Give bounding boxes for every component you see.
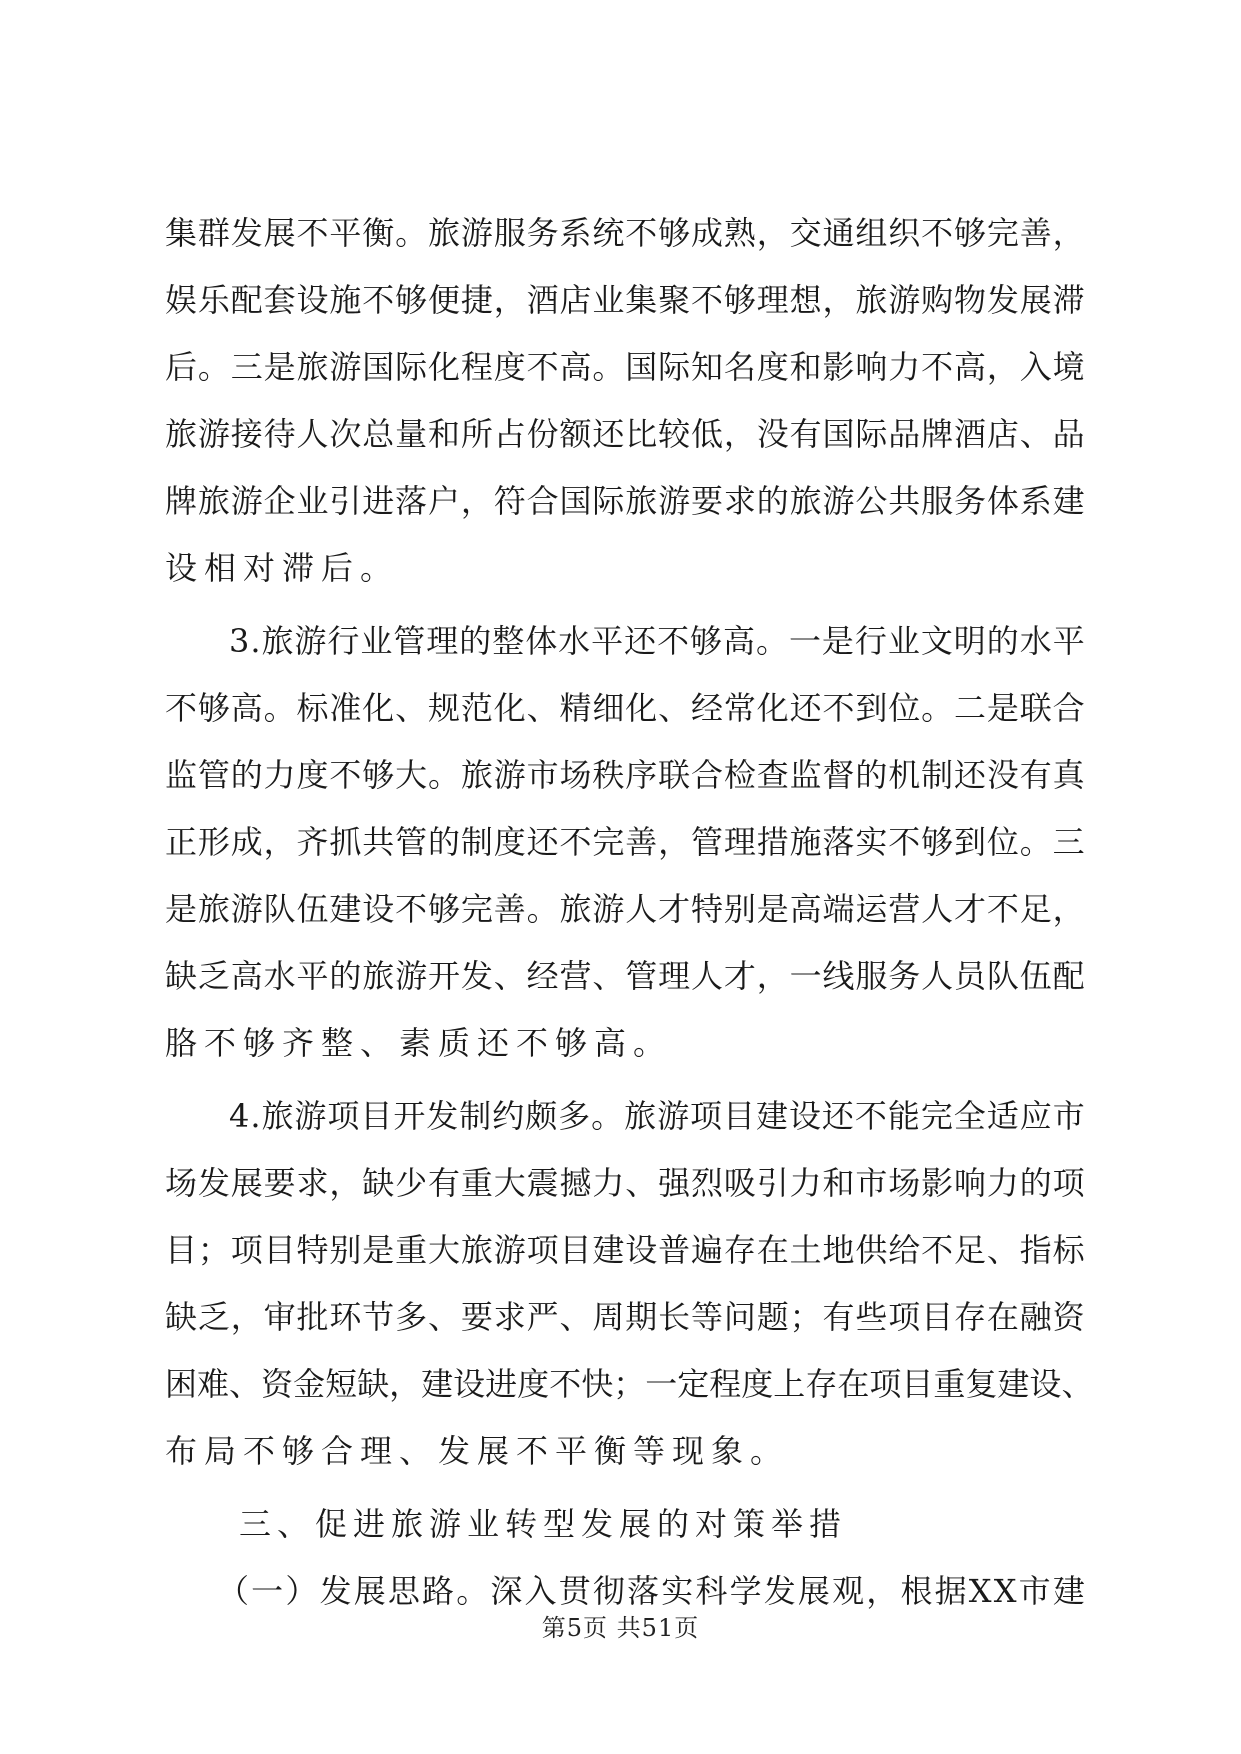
paragraph — [165, 608, 1085, 1077]
text-line: 设相对滞后。 — [165, 549, 400, 587]
text-line: 目 ； 项 目 特 别 是 重 大 旅 游 项 目 建 设 普 遍 存 在 土 地 供 给 不 足 、 指 标 — [165, 1231, 1085, 1269]
text-line: 胳不够齐整、素质还不够高。 — [165, 1024, 673, 1062]
text-line: 正 形 成 ， 齐 抓 共 管 的 制 度 还 不 完 善 ， 管 理 措 施 落 实 不 够 到 位 。 三 — [165, 823, 1085, 861]
text-line: 缺 乏 高 水 平 的 旅 游 开 发 、 经 营 、 管 理 人 才 ， 一 线 服 务 人 员 队 伍 配 — [165, 957, 1085, 995]
text-line: 娱 乐 配 套 设 施 不 够 便 捷 ， 酒 店 业 集 聚 不 够 理 想 ， 旅 游 购 物 发 展 滞 — [165, 281, 1085, 319]
text-line: 不 够 高 。 标 准 化 、 规 范 化 、 精 细 化 、 经 常 化 还 不 到 位 。 二 是 联 合 — [165, 689, 1085, 727]
paragraph — [165, 1083, 1094, 1485]
text-line: 困 难 、 资 金 短 缺 ， 建 设 进 度 不 快 ； 一 定 程 度 上 存 在 项 目 重 复 建 设 、 — [165, 1365, 1094, 1403]
text-line: 是 旅 游 队 伍 建 设 不 够 完 善 。 旅 游 人 才 特 别 是 高 端 运 营 人 才 不 足 ， — [165, 890, 1085, 928]
text-line: 布局不够合理、发展不平衡等现象。 — [165, 1432, 790, 1470]
text-line: 监 管 的 力 度 不 够 大 。 旅 游 市 场 秩 序 联 合 检 查 监 督 的 机 制 还 没 有 真 — [165, 756, 1085, 794]
text-line: （ 一 ） 发 展 思 路 。 深 入 贯 彻 落 实 科 学 发 展 观 ， 根 据 X X 市 建 — [217, 1572, 1085, 1610]
text-line: 3 . 旅 游 行 业 管 理 的 整 体 水 平 还 不 够 高 。 一 是 行 业 文 明 的 水 平 — [229, 622, 1085, 660]
paragraph — [165, 200, 1085, 602]
text-line: 场 发 展 要 求 ， 缺 少 有 重 大 震 撼 力 、 强 烈 吸 引 力 和 市 场 影 响 力 的 项 — [165, 1164, 1085, 1202]
section-heading: 三、促进旅游业转型发展的对策举措 — [239, 1505, 848, 1543]
text-line: 4 . 旅 游 项 目 开 发 制 约 颇 多 。 旅 游 项 目 建 设 还 不 能 完 全 适 应 市 — [229, 1097, 1085, 1135]
text-line: 缺 乏 ， 审 批 环 节 多 、 要 求 严 、 周 期 长 等 问 题 ； 有 些 项 目 存 在 融 资 — [165, 1298, 1085, 1336]
text-line: 集 群 发 展 不 平 衡 。 旅 游 服 务 系 统 不 够 成 熟 ， 交 通 组 织 不 够 完 善 ， — [165, 214, 1085, 252]
text-line: 牌 旅 游 企 业 引 进 落 户 ， 符 合 国 际 旅 游 要 求 的 旅 游 公 共 服 务 体 系 建 — [165, 482, 1085, 520]
text-line: 旅 游 接 待 人 次 总 量 和 所 占 份 额 还 比 较 低 ， 没 有 国 际 品 牌 酒 店 、 品 — [165, 415, 1085, 453]
text-line: 后 。 三 是 旅 游 国 际 化 程 度 不 高 。 国 际 知 名 度 和 影 响 力 不 高 ， 入 境 — [165, 348, 1085, 386]
page-footer: 第5页 共51页 — [541, 1614, 700, 1642]
document-body — [165, 200, 1094, 1625]
